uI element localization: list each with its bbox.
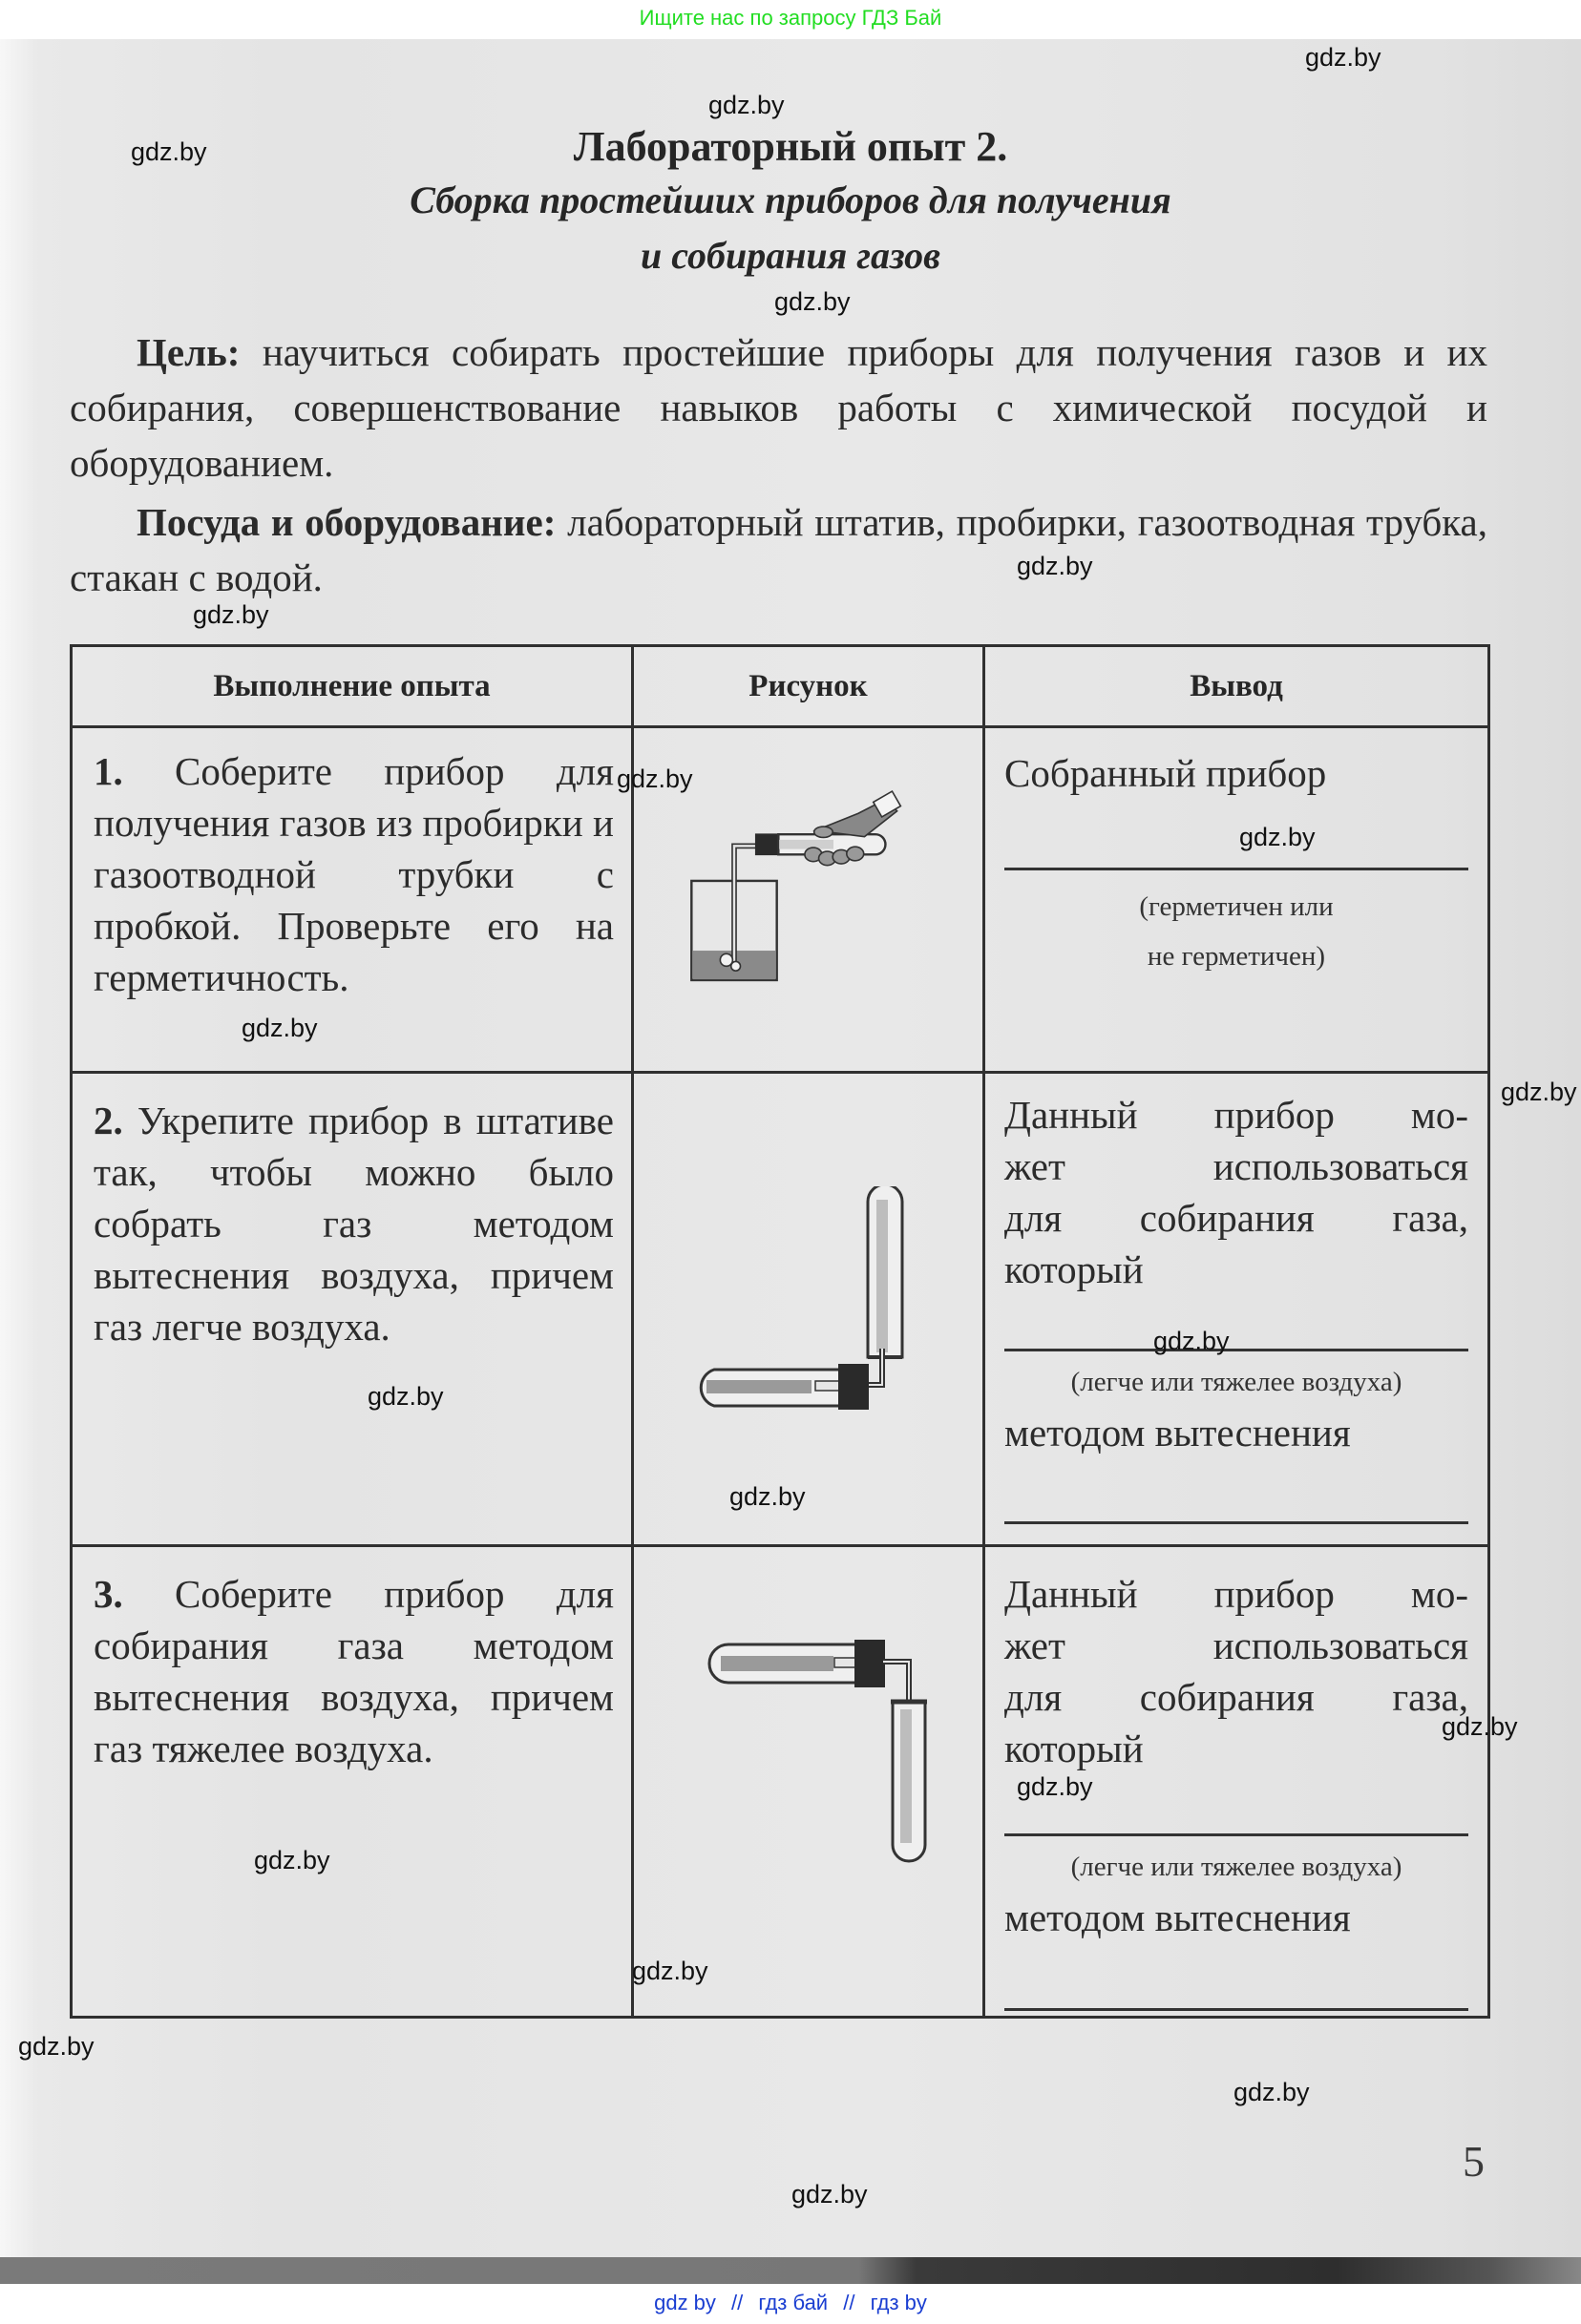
method-text: методом вытеснения [1004,1895,1351,1939]
answer-line[interactable] [1004,1833,1468,1836]
step-number: 1. [94,749,123,793]
airtightness-check-apparatus-icon [672,761,920,1009]
page-subtitle-line1: Сборка простейших приборов для получения [410,178,1171,221]
conclusion-line: жет использоваться [1004,1623,1468,1667]
footer-link-gdz-by-cyr[interactable]: гдз by [870,2291,927,2314]
scan-edge-shadow [0,2257,1581,2284]
hint: (легче или тяжелее воздуха) [1070,1367,1402,1397]
gas-collection-lighter-than-air-icon [672,1186,959,1425]
conclusion-line: Данный прибор мо- [1004,1572,1468,1616]
watermark: gdz.by [1153,1327,1230,1355]
procedure-cell [72,727,633,1073]
page-number: 5 [1463,2137,1485,2186]
watermark: gdz.by [729,1482,806,1511]
step-text: Соберите прибор для собирания газа методом вытеснения воздуха, причем газ тяжелее воздуха. [94,1572,614,1770]
watermark: gdz.by [708,91,785,119]
answer-line[interactable] [1004,2008,1468,2011]
footer-separator: // [843,2291,855,2314]
procedure-cell [72,1546,633,2018]
goal-label: Цель: [137,330,241,374]
equipment-paragraph [70,494,1487,605]
page-title: Лабораторный опыт 2. [573,123,1008,170]
equipment-text: лабораторный штатив, пробирки, газоотводная трубка, стакан с водой. [70,500,1487,599]
step-text: Соберите прибор для получения газов из пробирки и газоотводной трубки с пробкой. Проверьте его на герметичность. [94,749,614,999]
conclusion-text: Собранный прибор [1004,751,1327,795]
step-number: 3. [94,1572,123,1616]
step-number: 2. [94,1099,123,1142]
table-header-row [72,646,1489,727]
watermark: gdz.by [1239,823,1316,851]
watermark: gdz.by [131,137,207,166]
conclusion-cell [984,1073,1489,1546]
gas-collection-heavier-than-air-icon [686,1635,973,1874]
header-figure: Рисунок [633,646,984,727]
footer-link-gdz-by[interactable]: gdz by [654,2291,716,2314]
conclusion-line: Данный прибор мо- [1004,1093,1468,1137]
watermark: gdz.by [193,600,269,629]
hint-line1: (герметичен или [1139,891,1334,922]
figure-cell [633,1546,984,2018]
watermark: gdz.by [1442,1712,1518,1741]
answer-line[interactable] [1004,868,1468,870]
top-banner [0,0,1581,39]
watermark: gdz.by [1305,43,1381,72]
conclusion-line: жет использоваться [1004,1144,1468,1188]
header-procedure: Выполнение опыта [72,646,633,727]
conclusion-line: который [1004,1247,1144,1291]
watermark: gdz.by [774,287,851,316]
goal-text: научиться собирать простейшие приборы для получения газов и их собирания, совершенствование навыков работы с химической посудой и оборудованием. [70,330,1487,485]
watermark: gdz.by [1017,552,1093,580]
watermark: gdz.by [242,1014,318,1042]
watermark: gdz.by [1017,1772,1093,1801]
step-text: Укрепите прибор в штативе так, чтобы можно было собрать газ методом вытеснения воздуха, причем газ легче воздуха. [94,1099,614,1349]
method-text: методом вытеснения [1004,1411,1351,1455]
goal-paragraph [70,325,1487,491]
conclusion-cell [984,727,1489,1073]
page-subtitle-line2: и собирания газов [641,234,940,277]
watermark: gdz.by [368,1382,444,1411]
footer-separator: // [731,2291,744,2314]
answer-line[interactable] [1004,1521,1468,1524]
conclusion-line: который [1004,1727,1144,1770]
watermark: gdz.by [617,764,693,793]
footer-link-gdz-bai[interactable]: гдз бай [758,2291,829,2314]
answer-line[interactable] [1004,1349,1468,1351]
hint-line2: не герметичен) [1147,941,1326,972]
watermark: gdz.by [1233,2078,1310,2106]
procedure-cell [72,1073,633,1546]
watermark: gdz.by [1501,1078,1577,1106]
watermark: gdz.by [632,1957,708,1985]
equipment-label: Посуда и оборудование: [137,500,557,544]
hint: (легче или тяжелее воздуха) [1070,1852,1402,1882]
figure-cell [633,1073,984,1546]
header-conclusion: Вывод [984,646,1489,727]
watermark: gdz.by [254,1846,330,1874]
conclusion-line: для собирания газа, [1004,1675,1468,1719]
table-row [72,1546,1489,2018]
watermark: gdz.by [791,2180,868,2209]
table-row [72,1073,1489,1546]
footer-links [0,2284,1581,2324]
conclusion-line: для собирания газа, [1004,1196,1468,1240]
search-hint-link[interactable]: Ищите нас по запросу ГДЗ Бай [639,6,942,30]
watermark: gdz.by [18,2032,95,2061]
